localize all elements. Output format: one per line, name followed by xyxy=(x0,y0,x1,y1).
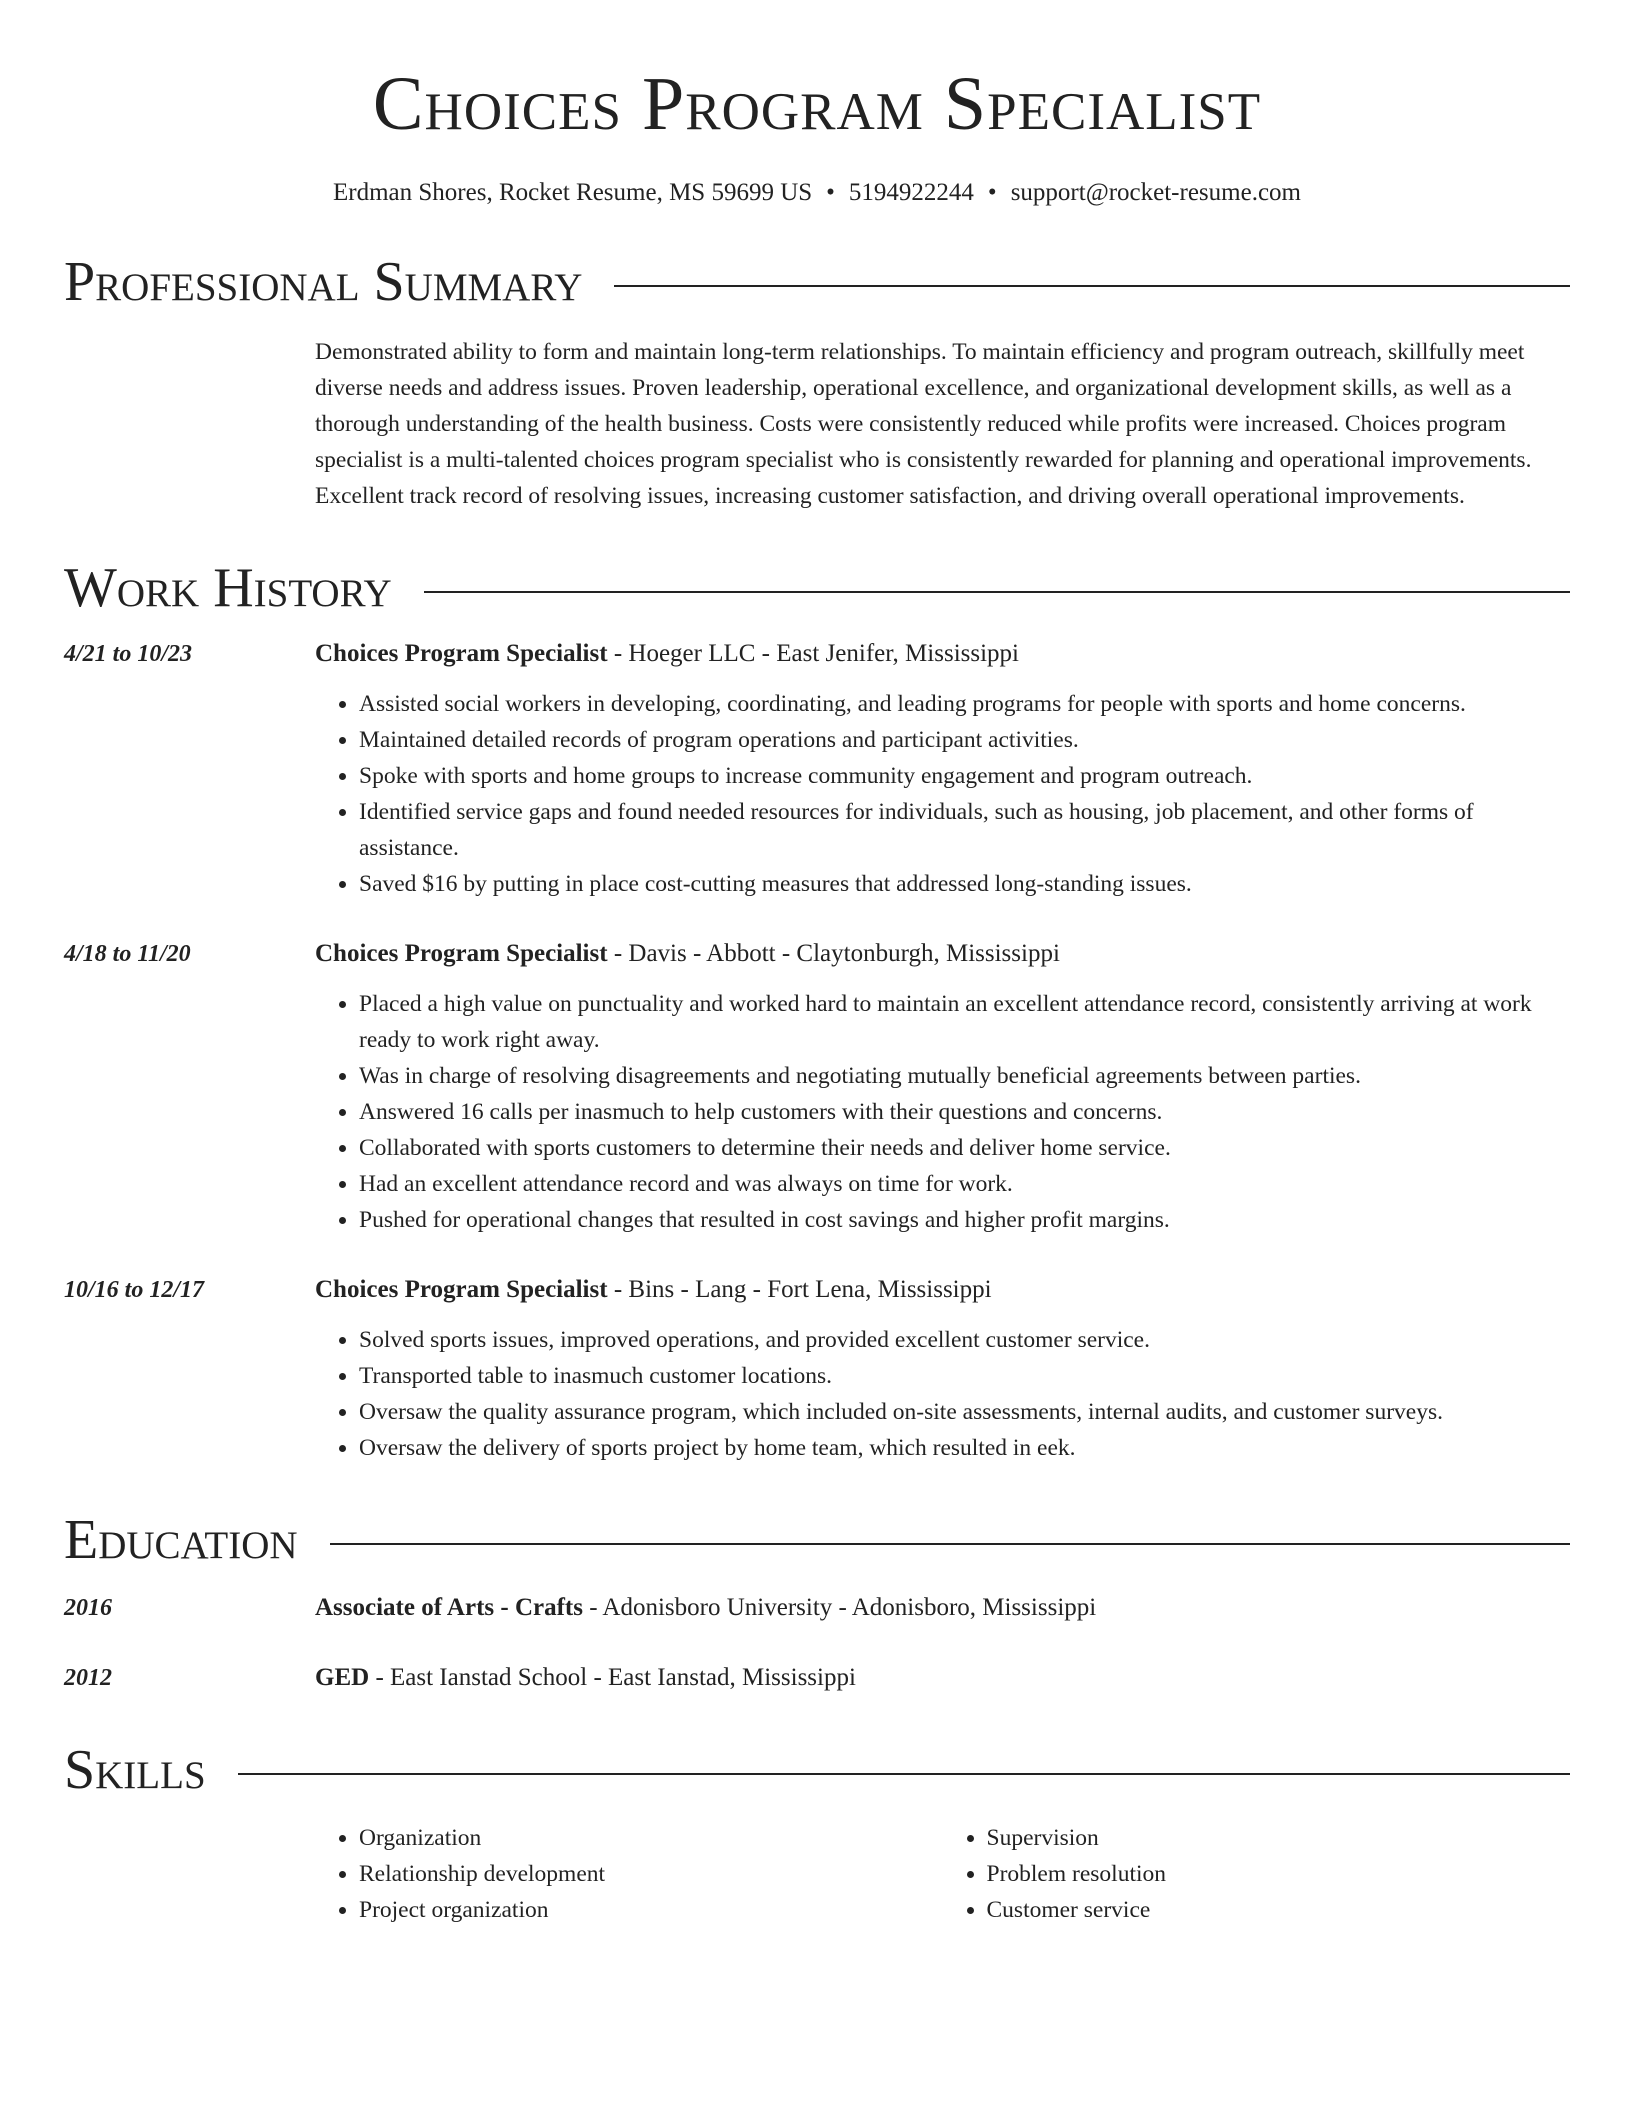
education-line xyxy=(315,1590,1096,1626)
job-bullet: • Pushed for operational changes that resulted in cost savings and higher profit margins. xyxy=(359,1202,1570,1238)
job-role: Choices Program Specialist xyxy=(315,940,608,967)
job-entry xyxy=(64,636,1570,902)
education-entry xyxy=(64,1660,1570,1696)
skills-column-right xyxy=(943,1820,1571,1928)
job-entry xyxy=(64,1272,1570,1466)
section-divider xyxy=(238,1773,1570,1775)
job-details: - Davis - Abbott - Claytonburgh, Mississippi xyxy=(607,940,1060,967)
contact-separator: • xyxy=(987,179,997,206)
job-bullet: • Was in charge of resolving disagreements and negotiating mutually beneficial agreements between parties. xyxy=(359,1058,1570,1094)
section-divider xyxy=(424,591,1570,593)
skills-section-header xyxy=(64,1739,1570,1801)
section-title-education: Education xyxy=(64,1509,298,1571)
summary-text: Demonstrated ability to form and maintain long-term relationships. To maintain efficiency and program outreach, skillfully meet diverse needs and address issues. Proven leadership, operational excellence, and organizational development skills, as well as a thorough understanding of the health business. Costs were consistently reduced while profits were increased. Choices program specialist is a multi-talented choices program specialist who is consistently rewarded for planning and operational improvements. Excellent track record of resolving issues, increasing customer satisfaction, and driving overall operational improvements. xyxy=(315,339,1532,509)
education-details: - Adonisboro University - Adonisboro, Mississippi xyxy=(582,1594,1097,1621)
skill-item: • Problem resolution xyxy=(987,1856,1571,1892)
job-dates: 4/21 to 10/23 xyxy=(64,641,193,667)
job-bullets xyxy=(315,686,1570,902)
education-degree: GED xyxy=(315,1664,370,1691)
job-bullet: • Transported table to inasmuch customer locations. xyxy=(359,1358,1570,1394)
job-role: Choices Program Specialist xyxy=(315,640,608,667)
skill-item: • Organization xyxy=(359,1820,943,1856)
section-title-summary: Professional Summary xyxy=(64,251,583,313)
job-dates: 10/16 to 12/17 xyxy=(64,1277,205,1303)
job-bullet: • Saved $16 by putting in place cost-cutting measures that addressed long-standing issues. xyxy=(359,866,1570,902)
contact-line xyxy=(64,178,1570,208)
job-body xyxy=(315,936,1570,1238)
job-bullet: • Had an excellent attendance record and was always on time for work. xyxy=(359,1166,1570,1202)
resume-page xyxy=(64,0,1570,1928)
education-degree: Associate of Arts - Crafts xyxy=(315,1594,583,1621)
job-role: Choices Program Specialist xyxy=(315,1276,608,1303)
job-bullet: • Collaborated with sports customers to determine their needs and deliver home service. xyxy=(359,1130,1570,1166)
skills-column-left xyxy=(315,1820,943,1928)
job-bullet: • Maintained detailed records of program operations and participant activities. xyxy=(359,722,1570,758)
job-bullets xyxy=(315,1322,1570,1466)
skill-item: • Project organization xyxy=(359,1892,943,1928)
skills-list xyxy=(315,1820,1570,1928)
skill-item: • Supervision xyxy=(987,1820,1571,1856)
job-body xyxy=(315,636,1570,902)
job-details: - Hoeger LLC - East Jenifer, Mississippi xyxy=(607,640,1019,667)
job-bullet: • Oversaw the delivery of sports project by home team, which resulted in eek. xyxy=(359,1430,1570,1466)
section-title-skills: Skills xyxy=(64,1739,206,1801)
contact-address: Erdman Shores, Rocket Resume, MS 59699 US xyxy=(333,179,813,206)
education-year: 2012 xyxy=(64,1665,112,1691)
contact-separator: • xyxy=(826,179,835,206)
education-entry xyxy=(64,1590,1570,1626)
skill-item: • Relationship development xyxy=(359,1856,943,1892)
education-details: - East Ianstad School - East Ianstad, Mississippi xyxy=(369,1664,856,1691)
section-title-work: Work History xyxy=(64,557,392,619)
contact-email: support@rocket-resume.com xyxy=(1010,179,1301,206)
job-body xyxy=(315,1272,1570,1466)
job-entry xyxy=(64,936,1570,1238)
education-section-header xyxy=(64,1509,1570,1571)
education-year: 2016 xyxy=(64,1595,112,1621)
summary-section-header xyxy=(64,251,1570,313)
job-bullet: • Spoke with sports and home groups to increase community engagement and program outreach. xyxy=(359,758,1570,794)
job-bullet: • Answered 16 calls per inasmuch to help customers with their questions and concerns. xyxy=(359,1094,1570,1130)
work-section-header xyxy=(64,557,1570,619)
job-bullet: • Oversaw the quality assurance program, which included on-site assessments, internal audits, and customer surveys. xyxy=(359,1394,1570,1430)
resume-name: Choices Program Specialist xyxy=(372,62,1262,146)
job-title-line xyxy=(315,936,1570,972)
section-divider xyxy=(614,285,1570,287)
job-title-line xyxy=(315,636,1570,672)
job-dates: 4/18 to 11/20 xyxy=(64,941,191,967)
skill-item: • Customer service xyxy=(987,1892,1571,1928)
job-details: - Bins - Lang - Fort Lena, Mississippi xyxy=(607,1276,992,1303)
job-title-line xyxy=(315,1272,1570,1308)
job-bullets xyxy=(315,986,1570,1238)
education-line xyxy=(315,1660,856,1696)
job-bullet: • Placed a high value on punctuality and worked hard to maintain an excellent attendance record, consistently arriving at work ready to work right away. xyxy=(359,986,1570,1058)
job-bullet: • Assisted social workers in developing, coordinating, and leading programs for people with sports and home concerns. xyxy=(359,686,1570,722)
contact-phone: 5194922244 xyxy=(848,179,974,206)
section-divider xyxy=(330,1543,1570,1545)
job-bullet: • Solved sports issues, improved operations, and provided excellent customer service. xyxy=(359,1322,1570,1358)
job-bullet: • Identified service gaps and found needed resources for individuals, such as housing, job placement, and other forms of assistance. xyxy=(359,794,1570,866)
